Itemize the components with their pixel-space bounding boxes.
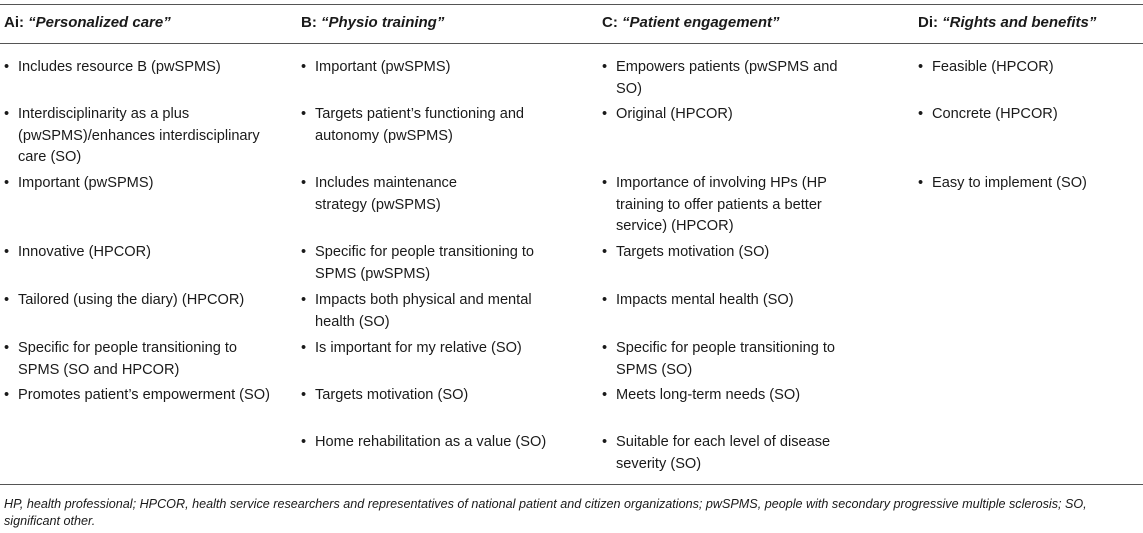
cell-text: Tailored (using the diary) (HPCOR) bbox=[18, 292, 245, 308]
bullet-icon: • bbox=[602, 59, 608, 75]
column-header-a-title: “Personalized care” bbox=[28, 14, 171, 31]
cell-c-4 bbox=[602, 242, 852, 264]
column-header-b-prefix: B: bbox=[301, 14, 321, 31]
bullet-icon: • bbox=[918, 175, 924, 191]
cell-d-3 bbox=[918, 173, 1138, 195]
cell-text: Targets motivation (SO) bbox=[315, 387, 469, 403]
table-top-rule bbox=[0, 4, 1143, 5]
cell-c-7 bbox=[602, 385, 852, 407]
cell-text: Interdisciplinarity as a plus (pwSPMS)/enhances interdisciplinary care (SO) bbox=[18, 106, 260, 165]
cell-a-5 bbox=[4, 290, 272, 312]
column-header-d-prefix: Di: bbox=[918, 14, 943, 31]
bullet-icon: • bbox=[4, 106, 10, 122]
cell-c-2 bbox=[602, 104, 852, 126]
column-header-b bbox=[301, 14, 444, 31]
cell-text: Home rehabilitation as a value (SO) bbox=[315, 434, 547, 450]
bullet-icon: • bbox=[4, 175, 10, 191]
cell-text: Easy to implement (SO) bbox=[932, 175, 1087, 191]
cell-text: Impacts mental health (SO) bbox=[616, 292, 794, 308]
cell-text: Includes resource B (pwSPMS) bbox=[18, 59, 221, 75]
cell-text: Targets patient’s functioning and autonomy (pwSPMS) bbox=[315, 106, 525, 144]
bullet-icon: • bbox=[301, 434, 307, 450]
cell-text: Impacts both physical and mental health (SO) bbox=[315, 292, 532, 330]
cell-b-5 bbox=[301, 290, 569, 333]
bullet-icon: • bbox=[301, 106, 307, 122]
cell-b-8 bbox=[301, 432, 569, 454]
cell-b-6 bbox=[301, 338, 569, 360]
cell-c-5 bbox=[602, 290, 852, 312]
cell-c-8 bbox=[602, 432, 852, 475]
cell-text: Promotes patient’s empowerment (SO) bbox=[18, 387, 270, 403]
table-header-rule bbox=[0, 43, 1143, 44]
cell-b-1 bbox=[301, 57, 569, 79]
bullet-icon: • bbox=[602, 434, 608, 450]
cell-d-1 bbox=[918, 57, 1138, 79]
cell-a-1 bbox=[4, 57, 272, 79]
bullet-icon: • bbox=[301, 244, 307, 260]
cell-b-4 bbox=[301, 242, 569, 285]
bullet-icon: • bbox=[602, 175, 608, 191]
bullet-icon: • bbox=[301, 292, 307, 308]
column-header-d-title: “Rights and benefits” bbox=[942, 14, 1097, 31]
bullet-icon: • bbox=[301, 340, 307, 356]
bullet-icon: • bbox=[602, 244, 608, 260]
cell-b-3 bbox=[301, 173, 569, 216]
cell-text: Targets motivation (SO) bbox=[616, 244, 770, 260]
bullet-icon: • bbox=[602, 387, 608, 403]
cell-text: Meets long-term needs (SO) bbox=[616, 387, 801, 403]
cell-text: Importance of involving HPs (HP training to offer patients a better service) (HPCOR) bbox=[616, 175, 827, 234]
bullet-icon: • bbox=[301, 59, 307, 75]
table-bottom-rule bbox=[0, 484, 1143, 485]
cell-text: Innovative (HPCOR) bbox=[18, 244, 152, 260]
bullet-icon: • bbox=[4, 292, 10, 308]
bullet-icon: • bbox=[602, 106, 608, 122]
cell-text: Is important for my relative (SO) bbox=[315, 340, 522, 356]
cell-text: Concrete (HPCOR) bbox=[932, 106, 1058, 122]
cell-b-2 bbox=[301, 104, 569, 147]
cell-b-7 bbox=[301, 385, 569, 407]
cell-text: Important (pwSPMS) bbox=[315, 59, 451, 75]
bullet-icon: • bbox=[4, 340, 10, 356]
column-header-a-prefix: Ai: bbox=[4, 14, 29, 31]
cell-a-4 bbox=[4, 242, 272, 264]
bullet-icon: • bbox=[4, 59, 10, 75]
bullet-icon: • bbox=[918, 106, 924, 122]
cell-c-6 bbox=[602, 338, 852, 381]
cell-text: Specific for people transitioning to SPMS (SO) bbox=[616, 340, 836, 378]
cell-a-7 bbox=[4, 385, 272, 407]
column-header-d bbox=[918, 14, 1096, 31]
bullet-icon: • bbox=[301, 387, 307, 403]
cell-text: Original (HPCOR) bbox=[616, 106, 733, 122]
column-header-a bbox=[4, 14, 171, 31]
cell-text: Specific for people transitioning to SPMS (pwSPMS) bbox=[315, 244, 535, 282]
cell-text: Includes maintenance strategy (pwSPMS) bbox=[315, 175, 457, 213]
cell-a-6 bbox=[4, 338, 272, 381]
cell-a-2 bbox=[4, 104, 272, 169]
cell-c-1 bbox=[602, 57, 852, 100]
column-header-c-prefix: C: bbox=[602, 14, 622, 31]
bullet-icon: • bbox=[918, 59, 924, 75]
cell-c-3 bbox=[602, 173, 852, 238]
cell-text: Important (pwSPMS) bbox=[18, 175, 154, 191]
bullet-icon: • bbox=[4, 244, 10, 260]
cell-text: Specific for people transitioning to SPMS (SO and HPCOR) bbox=[18, 340, 238, 378]
column-header-c-title: “Patient engagement” bbox=[622, 14, 780, 31]
cell-text: Feasible (HPCOR) bbox=[932, 59, 1054, 75]
cell-text: Empowers patients (pwSPMS and SO) bbox=[616, 59, 838, 97]
column-header-b-title: “Physio training” bbox=[321, 14, 445, 31]
cell-text: Suitable for each level of disease severity (SO) bbox=[616, 434, 831, 472]
table-footnote: HP, health professional; HPCOR, health service researchers and representatives of national patient and citizen organizations; pwSPMS, people with secondary progressive multiple sclerosis; SO, significant other. bbox=[4, 497, 1087, 528]
bullet-icon: • bbox=[602, 292, 608, 308]
cell-a-3 bbox=[4, 173, 272, 195]
bullet-icon: • bbox=[301, 175, 307, 191]
bullet-icon: • bbox=[4, 387, 10, 403]
cell-d-2 bbox=[918, 104, 1138, 126]
bullet-icon: • bbox=[602, 340, 608, 356]
column-header-c bbox=[602, 14, 780, 31]
